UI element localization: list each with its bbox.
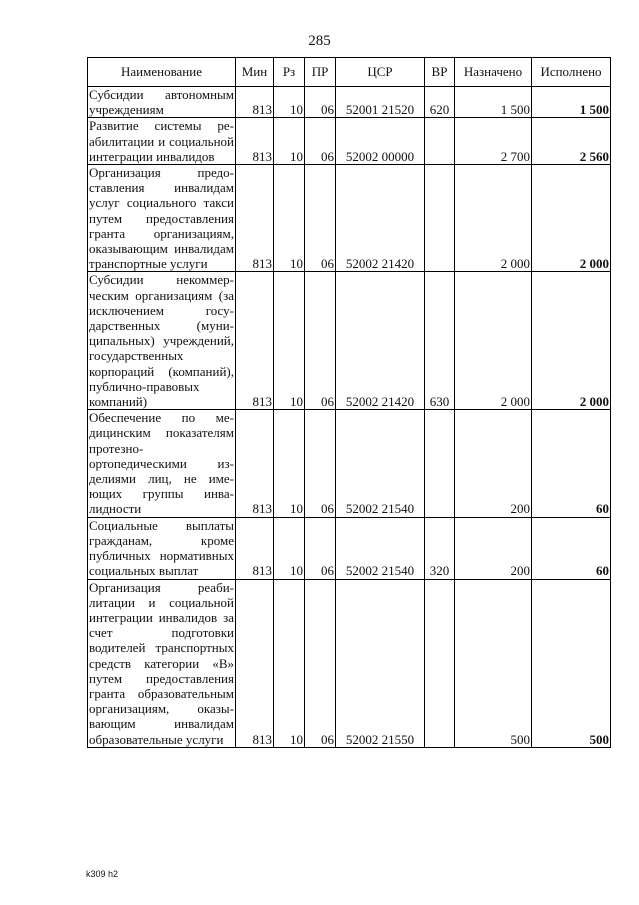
table-row: [88, 579, 611, 747]
row-pr: 06: [305, 410, 336, 517]
header-name: Наименование: [88, 58, 236, 87]
row-vr: 320: [425, 517, 455, 579]
row-assigned: 500: [455, 579, 532, 747]
row-executed: 2 560: [532, 118, 611, 165]
row-executed: 60: [532, 410, 611, 517]
row-min: 813: [236, 410, 274, 517]
table-row: [88, 165, 611, 272]
budget-table: [87, 57, 611, 748]
row-assigned: 2 000: [455, 165, 532, 272]
row-min: 813: [236, 517, 274, 579]
row-assigned: 2 000: [455, 272, 532, 410]
row-executed: 2 000: [532, 165, 611, 272]
row-vr: [425, 410, 455, 517]
row-pr: 06: [305, 517, 336, 579]
row-rz: 10: [274, 87, 305, 118]
row-csr: 52001 21520: [336, 87, 425, 118]
row-csr: 52002 21420: [336, 165, 425, 272]
row-rz: 10: [274, 517, 305, 579]
header-csr: ЦСР: [336, 58, 425, 87]
row-name: Развитие системы реабилитации и социальной интеграции инвалидов: [89, 118, 234, 164]
row-vr: [425, 118, 455, 165]
table-row: [88, 410, 611, 517]
row-csr: 52002 00000: [336, 118, 425, 165]
row-assigned: 200: [455, 517, 532, 579]
row-pr: 06: [305, 165, 336, 272]
table-row: [88, 87, 611, 118]
row-rz: 10: [274, 579, 305, 747]
row-pr: 06: [305, 118, 336, 165]
row-name: Субсидии некоммерческим организациям (за исключением государственных (муниципальных) учреждений, государственных корпораций (компаний), публично-правовых компаний): [89, 272, 234, 410]
row-rz: 10: [274, 272, 305, 410]
row-csr: 52002 21420: [336, 272, 425, 410]
row-min: 813: [236, 272, 274, 410]
row-name: Организация предоставления инвалидам услуг социального такси путем предоставления гранта организациям, оказывающим инвалидам транспортные услуги: [89, 165, 234, 272]
row-min: 813: [236, 579, 274, 747]
header-rz: Рз: [274, 58, 305, 87]
row-min: 813: [236, 165, 274, 272]
row-pr: 06: [305, 579, 336, 747]
row-min: 813: [236, 118, 274, 165]
row-pr: 06: [305, 87, 336, 118]
header-vr: ВР: [425, 58, 455, 87]
footer-code: k309 h2: [86, 869, 119, 879]
row-name: Субсидии автономным учреждениям: [89, 87, 234, 118]
row-pr: 06: [305, 272, 336, 410]
table-row: [88, 517, 611, 579]
header-pr: ПР: [305, 58, 336, 87]
row-min: 813: [236, 87, 274, 118]
row-vr: 630: [425, 272, 455, 410]
row-rz: 10: [274, 410, 305, 517]
row-csr: 52002 21540: [336, 517, 425, 579]
header-min: Мин: [236, 58, 274, 87]
row-vr: [425, 579, 455, 747]
row-name: Социальные выплаты гражданам, кроме публичных нормативных социальных выплат: [89, 517, 234, 579]
row-executed: 1 500: [532, 87, 611, 118]
row-rz: 10: [274, 118, 305, 165]
row-assigned: 1 500: [455, 87, 532, 118]
table-header-row: [88, 58, 611, 87]
row-assigned: 200: [455, 410, 532, 517]
row-executed: 500: [532, 579, 611, 747]
row-executed: 60: [532, 517, 611, 579]
header-assigned: Назначено: [455, 58, 532, 87]
row-assigned: 2 700: [455, 118, 532, 165]
header-executed: Исполнено: [532, 58, 611, 87]
row-rz: 10: [274, 165, 305, 272]
row-vr: 620: [425, 87, 455, 118]
row-vr: [425, 165, 455, 272]
row-csr: 52002 21540: [336, 410, 425, 517]
table-row: [88, 118, 611, 165]
page-number: 285: [308, 33, 331, 49]
row-name: Организация реабилитации и социальной интеграции инвалидов за счет подготовки водителей транспортных средств категории «В» путем предоставления гранта образовательным организациям, оказывающим инвалидам образовательные услуги: [89, 579, 234, 747]
row-csr: 52002 21550: [336, 579, 425, 747]
table-row: [88, 272, 611, 410]
row-name: Обеспечение по медицинским показателям протезно-ортопедическими изделиями лиц, не имеющих группы инвалидности: [89, 410, 234, 517]
row-executed: 2 000: [532, 272, 611, 410]
